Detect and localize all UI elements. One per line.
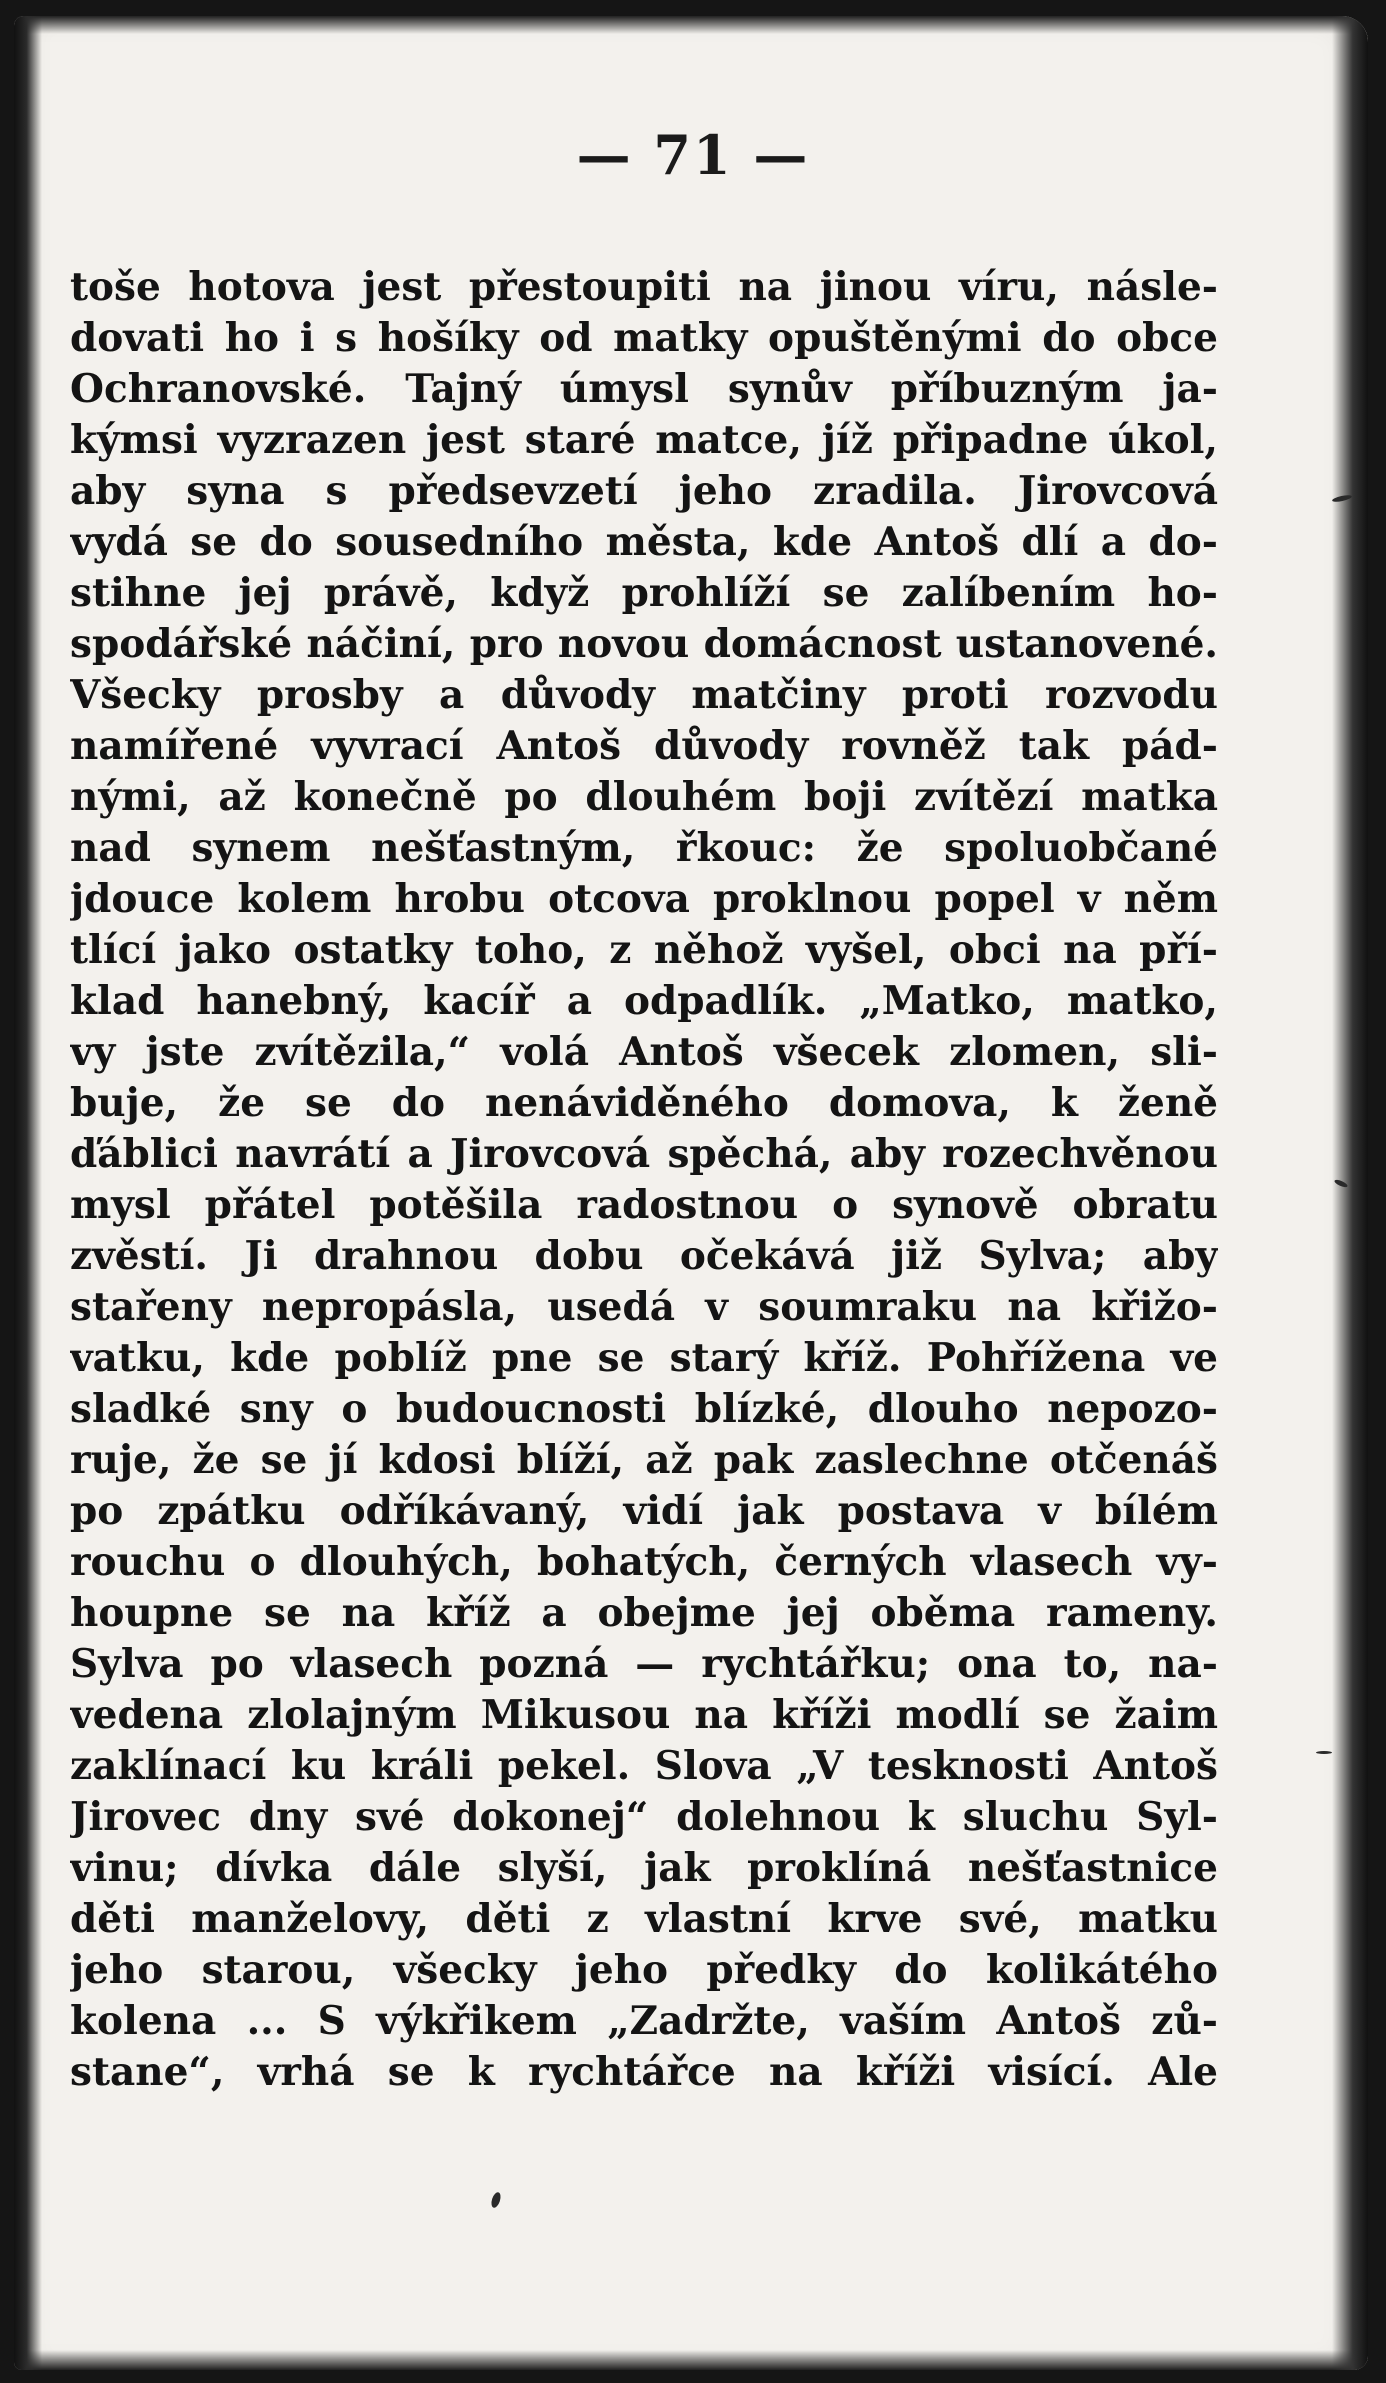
text-line: vy jste zvítězila,“ volá Antoš všecek zlomen, sli- [70,1029,1218,1075]
text-line: tlící jako ostatky toho, z něhož vyšel, obci na pří- [70,927,1218,973]
text-line: buje, že se do nenáviděného domova, k ženě [70,1080,1218,1126]
text-line: klad hanebný, kacíř a odpadlík. „Matko, matko, [70,978,1218,1024]
text-line: vydá se do sousedního města, kde Antoš dlí a do- [70,519,1218,565]
text-line: zaklínací ku králi pekel. Slova „V tesknosti Antoš [70,1743,1218,1789]
text-line: vinu; dívka dále slyší, jak proklíná nešťastnice [70,1845,1218,1891]
text-line: Jirovec dny své dokonej“ dolehnou k sluchu Syl- [70,1794,1218,1840]
text-line: namířené vyvrací Antoš důvody rovněž tak pád- [70,723,1218,769]
page-right-edge [1332,16,1368,2370]
text-line: sladké sny o budoucnosti blízké, dlouho nepozo- [70,1386,1218,1432]
text-line: kýmsi vyzrazen jest staré matce, jíž připadne úkol, [70,417,1218,463]
text-block [70,262,1218,2098]
page-top-shadow [14,16,1368,34]
text-line: spodářské náčiní, pro novou domácnost ustanovené. [70,621,1218,667]
text-line: stihne jej právě, když prohlíží se zalíbením ho- [70,570,1218,616]
text-line: Ochranovské. Tajný úmysl synův příbuzným ja- [70,366,1218,412]
text-line: ruje, že se jí kdosi blíží, až pak zaslechne otčenáš [70,1437,1218,1483]
text-line: vatku, kde poblíž pne se starý kříž. Pohřížena ve [70,1335,1218,1381]
text-line: nad synem nešťastným, řkouc: že spoluobčané [70,825,1218,871]
text-line: děti manželovy, děti z vlastní krve své, matku [70,1896,1218,1942]
text-line: zvěstí. Ji drahnou dobu očekává již Sylva; aby [70,1233,1218,1279]
page-left-edge [14,16,42,2370]
text-line: mysl přátel potěšila radostnou o synově obratu [70,1182,1218,1228]
text-line: nými, až konečně po dlouhém boji zvítězí matka [70,774,1218,820]
ink-speck [490,2191,503,2209]
text-line: po zpátku odříkávaný, vidí jak postava v bílém [70,1488,1218,1534]
text-line: vedena zlolajným Mikusou na kříži modlí se žaim [70,1692,1218,1738]
text-line: jdouce kolem hrobu otcova proklnou popel v něm [70,876,1218,922]
page-number: — 71 — [576,123,810,187]
text-line: Všecky prosby a důvody matčiny proti rozvodu [70,672,1218,718]
text-line: houpne se na kříž a obejme jej oběma rameny. [70,1590,1218,1636]
page-bottom-shadow [14,2350,1368,2370]
text-line: stařeny nepropásla, usedá v soumraku na křižo- [70,1284,1218,1330]
text-line: stane“, vrhá se k rychtářce na kříži visící. Ale [70,2049,1218,2095]
text-line: ďáblici navrátí a Jirovcová spěchá, aby rozechvěnou [70,1131,1218,1177]
ink-speck [1316,1751,1332,1754]
text-line: aby syna s předsevzetí jeho zradila. Jirovcová [70,468,1218,514]
text-line: toše hotova jest přestoupiti na jinou víru, násle- [70,264,1218,310]
text-line: jeho starou, všecky jeho předky do kolikátého [70,1947,1218,1993]
text-line: dovati ho i s hošíky od matky opuštěnými do obce [70,315,1218,361]
text-line: Sylva po vlasech pozná — rychtářku; ona to, na- [70,1641,1218,1687]
text-line: rouchu o dlouhých, bohatých, černých vlasech vy- [70,1539,1218,1585]
text-line: kolena ... S výkřikem „Zadržte, vaším Antoš zů- [70,1998,1218,2044]
